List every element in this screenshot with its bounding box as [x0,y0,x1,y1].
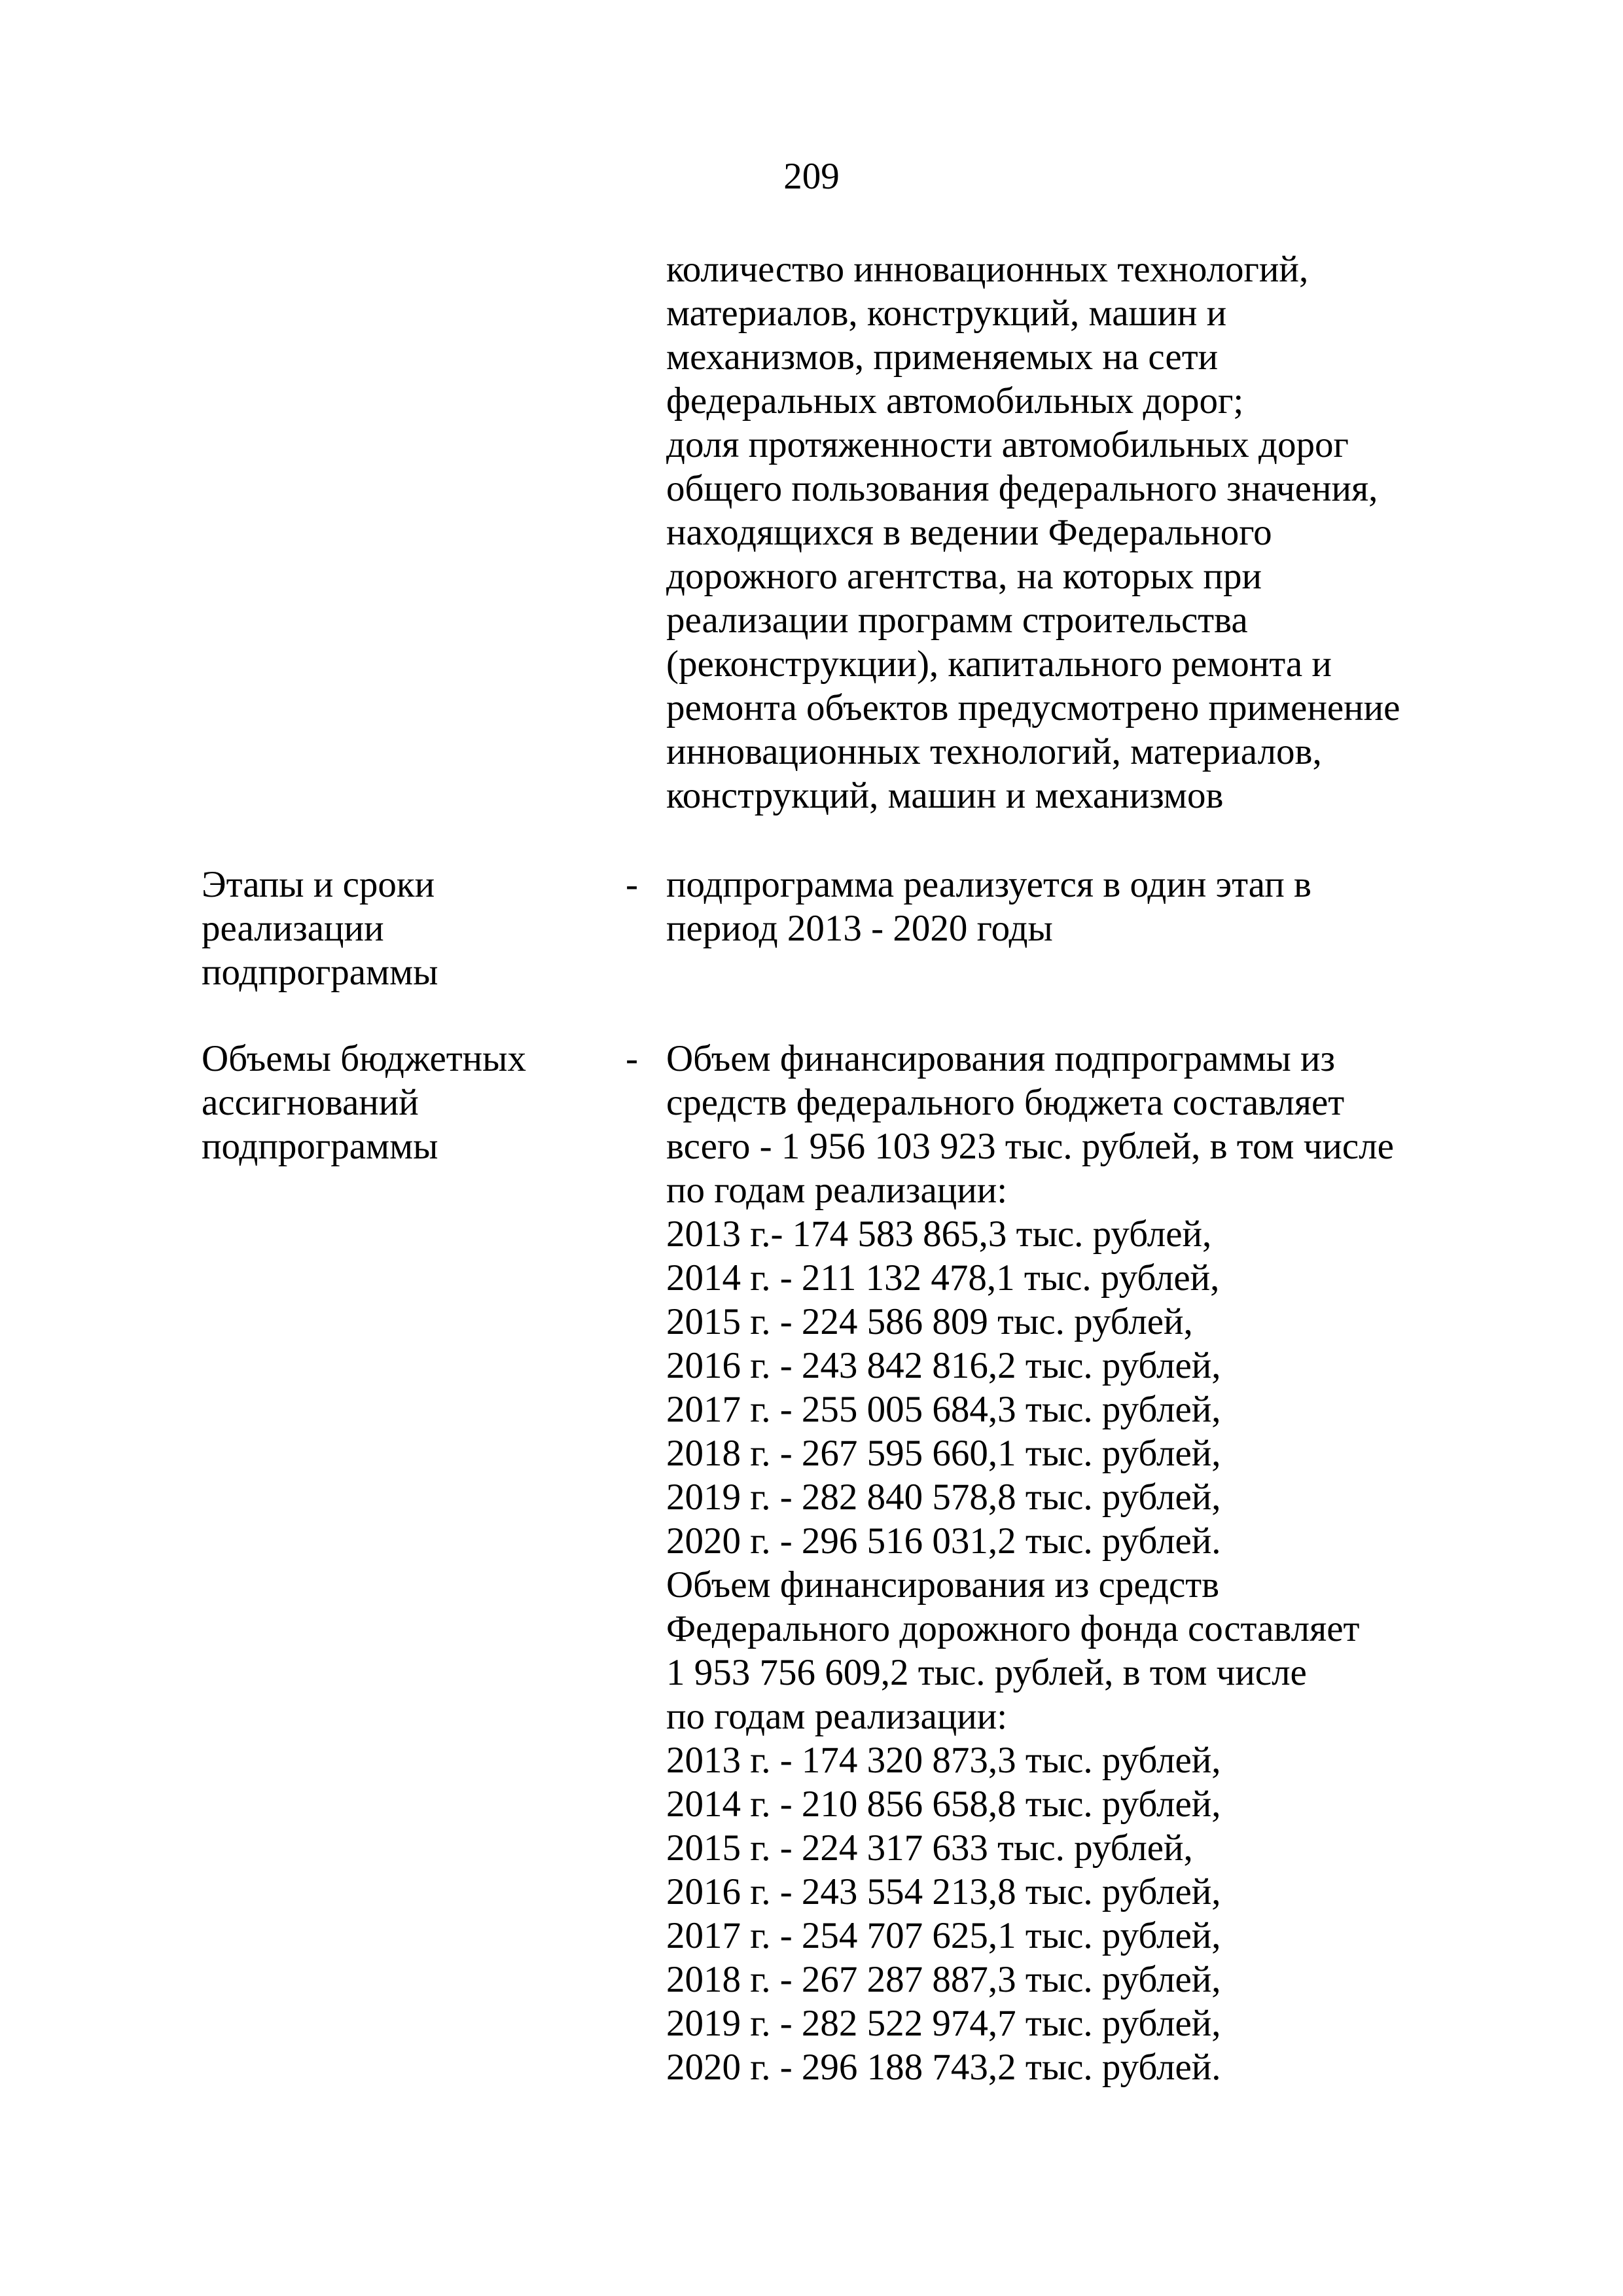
text-line: 2019 г. - 282 522 974,7 тыс. рублей, [666,2003,1221,2044]
text-line: 2018 г. - 267 595 660,1 тыс. рублей, [666,1433,1221,1474]
text-line: дорожного агентства, на которых при [666,556,1262,597]
text-line: 2017 г. - 255 005 684,3 тыс. рублей, [666,1389,1221,1430]
stages-label [202,863,620,994]
text-line: 2016 г. - 243 842 816,2 тыс. рублей, [666,1345,1221,1386]
text-line: ремонта объектов предусмотрено применение [666,687,1400,728]
text-line: 2015 г. - 224 317 633 тыс. рублей, [666,1827,1193,1869]
text-line: Объем финансирования подпрограммы из [666,1038,1336,1079]
text-line: 2018 г. - 267 287 887,3 тыс. рублей, [666,1959,1221,2000]
label-line: Объемы бюджетных [202,1038,526,1079]
text-line: период 2013 - 2020 годы [666,908,1053,949]
text-line: 2013 г.- 174 583 865,3 тыс. рублей, [666,1213,1212,1255]
text-line: 2014 г. - 210 856 658,8 тыс. рублей, [666,1784,1221,1825]
budget-dash: - [626,1038,638,1079]
text-line: 2016 г. - 243 554 213,8 тыс. рублей, [666,1871,1221,1912]
label-line: подпрограммы [202,1126,438,1167]
text-line: 2019 г. - 282 840 578,8 тыс. рублей, [666,1477,1221,1518]
text-line: находящихся в ведении Федерального [666,512,1272,553]
text-line: 2020 г. - 296 188 743,2 тыс. рублей. [666,2047,1221,2088]
text-line: подпрограмма реализуется в один этап в [666,864,1311,905]
text-line: количество инновационных технологий, [666,249,1309,290]
budget-label [202,1037,620,1168]
text-line: 2014 г. - 211 132 478,1 тыс. рублей, [666,1257,1220,1299]
text-line: 1 953 756 609,2 тыс. рублей, в том числе [666,1652,1307,1693]
label-line: ассигнований [202,1082,419,1123]
budget-content [666,1037,1582,2089]
stages-dash: - [626,864,638,905]
text-line: конструкций, машин и механизмов [666,775,1224,816]
label-line: реализации [202,908,384,949]
label-line: подпрограммы [202,952,438,993]
stages-content [666,863,1582,950]
text-line: средств федерального бюджета составляет [666,1082,1345,1123]
text-line: Объем финансирования из средств [666,1564,1220,1605]
text-line: 2020 г. - 296 516 031,2 тыс. рублей. [666,1520,1221,1562]
text-line: реализации программ строительства [666,600,1248,641]
continuation-text [666,247,1582,817]
text-line: всего - 1 956 103 923 тыс. рублей, в том числе [666,1126,1394,1167]
text-line: общего пользования федерального значения, [666,468,1378,509]
text-line: инновационных технологий, материалов, [666,731,1322,772]
text-line: материалов, конструкций, машин и [666,293,1227,334]
text-line: Федерального дорожного фонда составляет [666,1608,1360,1649]
text-line: по годам реализации: [666,1170,1008,1211]
page-number: 209 [783,156,840,197]
text-line: федеральных автомобильных дорог; [666,380,1244,422]
text-line: механизмов, применяемых на сети [666,336,1219,378]
text-line: по годам реализации: [666,1696,1008,1737]
text-line: 2017 г. - 254 707 625,1 тыс. рублей, [666,1915,1221,1956]
text-line: 2015 г. - 224 586 809 тыс. рублей, [666,1301,1193,1342]
text-line: (реконструкции), капитального ремонта и [666,643,1332,685]
label-line: Этапы и сроки [202,864,435,905]
text-line: 2013 г. - 174 320 873,3 тыс. рублей, [666,1740,1221,1781]
text-line: доля протяженности автомобильных дорог [666,424,1349,465]
